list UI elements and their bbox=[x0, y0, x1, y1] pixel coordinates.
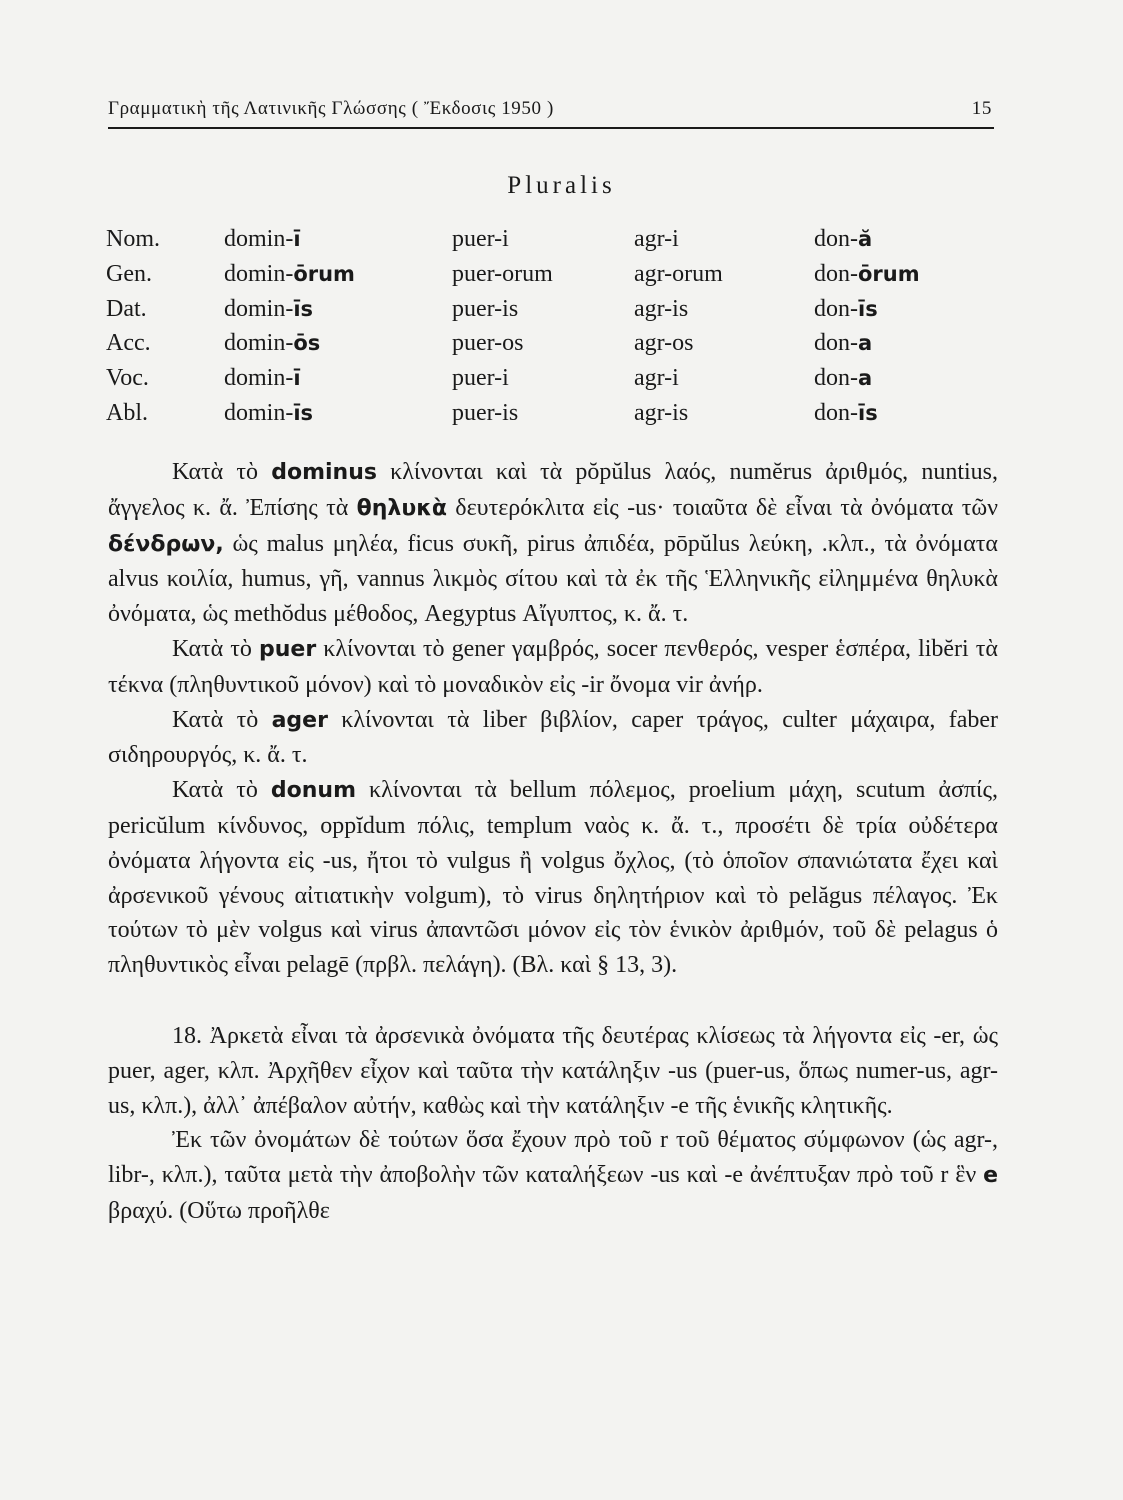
form-ager: agr-i bbox=[634, 226, 679, 252]
ending: īs bbox=[858, 400, 878, 425]
declension-row bbox=[106, 396, 994, 431]
case-label: Abl. bbox=[106, 399, 148, 426]
case-label: Dat. bbox=[106, 295, 147, 322]
form-ager: agr-i bbox=[634, 365, 679, 392]
keyword-trees: δένδρων, bbox=[108, 531, 224, 557]
form-ager: agr-is bbox=[634, 295, 689, 322]
paragraph-donum: Κατὰ τὸ donum κλίνονται τὰ bellum πόλεμος, proelium μάχη, scutum ἀσπίς, pericŭlum κίνδυνος, oppĭdum πόλις, templum ναὸς κ. ἄ. τ., προσέτι δὲ τρία οὐδέτερα ὀνόματα λήγοντα εἰς -us, ἤτοι τὸ vulgus ἢ volgus ὄχλος, (τὸ ὁποῖον σπανιώτατα ἔχει καὶ ἀρσενικοῦ γένους αἰτιατικὴν volgum), τὸ virus δηλητήριον καὶ τὸ pelăgus πέλαγος. Ἐκ τούτων τὸ μὲν volgus καὶ virus ἀπαντῶσι μόνον εἰς τὸν ἑνικὸν ἀριθμόν, τοῦ δὲ pelagus ὁ πληθυντικὸς εἶναι pelagē (πρβλ. πελάγη). (Βλ. καὶ § 13, 3). bbox=[108, 777, 998, 979]
ending: ōs bbox=[293, 331, 321, 356]
paragraph-dominus: Κατὰ τὸ dominus κλίνονται καὶ τὰ pŏpŭlus λαός, numĕrus ἀριθμός, nuntius, ἄγγελος κ. ἄ. Ἐπίσης τὰ θηλυκὰ δευτερόκλιτα εἰς -us· τοιαῦτα δὲ εἶναι τὰ ὀνόματα τῶν δένδρων, ὡς malus μηλέα, ficus συκῆ, pirus ἀπιδέα, pōpŭlus λεύκη, .κλπ., τὰ ὀνόματα alvus κοιλία, humus, γῆ, vannus λικμὸς σίτου καὶ τὰ ἐκ τῆς Ἑλληνικῆς εἰλημμένα θηλυκὰ ὀνόματα, ὡς methŏdus μέθοδος, Aegyptus Αἴγυπτος, κ. ἄ. τ. bbox=[108, 459, 998, 628]
header-rule bbox=[108, 127, 994, 129]
ending: īs bbox=[293, 296, 314, 321]
declension-row bbox=[106, 257, 994, 292]
form-ager: agr-is bbox=[634, 399, 689, 426]
declension-table bbox=[106, 222, 994, 431]
section-title: Pluralis bbox=[507, 172, 616, 199]
form-dominus: domin-ōrum bbox=[224, 260, 355, 287]
form-dominus: domin-ī bbox=[224, 365, 301, 392]
case-label: Voc. bbox=[106, 365, 149, 392]
form-donum: don-a bbox=[814, 330, 873, 357]
page-number: 15 bbox=[971, 98, 992, 119]
ending: ī bbox=[293, 227, 301, 251]
form-puer: puer-orum bbox=[452, 260, 553, 287]
body-text bbox=[108, 455, 998, 1229]
form-donum: don-īs bbox=[814, 295, 878, 322]
case-label: Gen. bbox=[106, 260, 152, 287]
form-donum: don-a bbox=[814, 365, 873, 392]
case-label: Acc. bbox=[106, 330, 151, 357]
declension-row bbox=[106, 361, 994, 396]
form-puer: puer-i bbox=[452, 226, 509, 252]
ending: ī bbox=[293, 366, 301, 391]
form-dominus: domin-ōs bbox=[224, 330, 321, 357]
keyword-e: e bbox=[983, 1163, 998, 1189]
ending: īs bbox=[293, 400, 314, 425]
form-puer: puer-os bbox=[452, 330, 524, 357]
paragraph-gap bbox=[108, 983, 998, 1019]
ending: īs bbox=[858, 296, 878, 321]
keyword-ager: ager bbox=[271, 707, 328, 733]
form-dominus: domin-īs bbox=[224, 295, 314, 322]
paragraph-consonant-stems: Ἐκ τῶν ὀνομάτων δὲ τούτων ὅσα ἔχουν πρὸ τοῦ r τοῦ θέματος σύμφωνον (ὡς agr-, libr-, κλπ.), ταῦτα μετὰ τὴν ἀποβολὴν τῶν καταλήξεων -us καὶ -e ἀνέπτυξαν πρὸ τοῦ r ἓν e βραχύ. (Οὕτω προῆλθε bbox=[108, 1127, 998, 1224]
keyword-donum: donum bbox=[270, 778, 357, 804]
form-ager: agr-orum bbox=[634, 260, 723, 287]
ending: ă bbox=[858, 227, 873, 251]
paragraph-section-18: 18. Ἀρκετὰ εἶναι τὰ ἀρσενικὰ ὀνόματα τῆς δευτέρας κλίσεως τὰ λήγοντα εἰς -er, ὡς puer, ager, κλπ. Ἀρχῆθεν εἶχον καὶ ταῦτα τὴν κατάληξιν -us (puer-us, ὅπως numer-us, agr-us, κλπ.), ἀλλ᾽ ἀπέβαλον αὐτήν, καθὼς καὶ τὴν κατάληξιν -e τῆς ἑνικῆς κλητικῆς. bbox=[108, 1022, 998, 1119]
header-title: Γραμματικὴ τῆς Λατινικῆς Γλώσσης ( Ἔκδοσις 1950 ) bbox=[108, 98, 554, 119]
keyword-puer: puer bbox=[259, 636, 317, 662]
ending: a bbox=[858, 331, 873, 356]
form-puer: puer-i bbox=[452, 365, 509, 392]
paragraph-puer: Κατὰ τὸ puer κλίνονται τὸ gener γαμβρός, socer πενθερός, vesper ἑσπέρα, libĕri τὰ τέκνα (πληθυντικοῦ μόνον) καὶ τὸ μοναδικὸν εἰς -ir ὄνομα vir ἀνήρ. bbox=[108, 635, 998, 698]
declension-row bbox=[106, 222, 994, 257]
form-dominus: domin-īs bbox=[224, 399, 314, 426]
declension-row bbox=[106, 326, 994, 361]
form-donum: don-īs bbox=[814, 399, 878, 426]
keyword-feminine: θηλυκὰ bbox=[356, 495, 447, 521]
form-puer: puer-is bbox=[452, 399, 519, 426]
ending: a bbox=[858, 366, 873, 391]
keyword-dominus: dominus bbox=[271, 460, 377, 485]
form-dominus: domin-ī bbox=[224, 226, 301, 252]
paragraph-ager: Κατὰ τὸ ager κλίνονται τὰ liber βιβλίον, caper τράγος, culter μάχαιρα, faber σιδηρουργός, κ. ἄ. τ. bbox=[108, 706, 998, 769]
form-ager: agr-os bbox=[634, 330, 694, 357]
form-puer: puer-is bbox=[452, 295, 519, 322]
declension-row bbox=[106, 292, 994, 327]
form-donum: don-ōrum bbox=[814, 260, 920, 287]
form-donum: don-ă bbox=[814, 226, 873, 252]
ending: ōrum bbox=[858, 261, 920, 286]
case-label: Nom. bbox=[106, 226, 160, 252]
ending: ōrum bbox=[293, 261, 355, 286]
